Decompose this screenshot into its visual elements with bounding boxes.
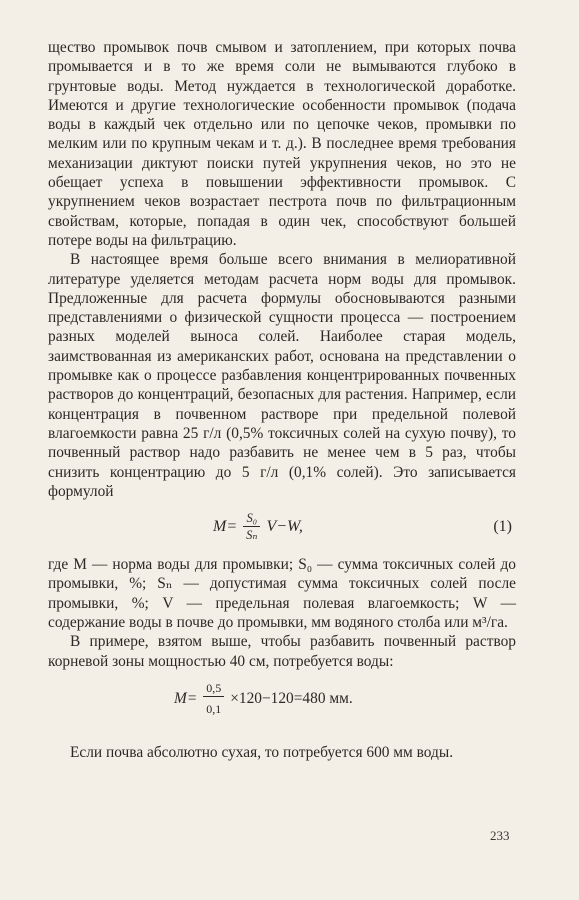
equation-number: (1) xyxy=(493,518,512,536)
formula-fraction xyxy=(243,511,260,542)
paragraph-1: щество промывок почв смывом и затоплением, при которых почва промывается и в то же время соли не вымываются глубоко в грунтовые воды. Метод нуждается в технологической доработке. Имеются и другие технологические особенности промывок (подача воды в каждый чек отдельно или по цепочке чеков, промывки по мелким или по крупным чекам и т. д.). В последнее время требования механизации диктуют поиски путей укрупнения чеков, но это не обещает успеха в повышении эффективности промывок. С укрупнением чеков возрастает пестрота почв по фильтрационным свойствам, которые, попадая в один чек, способствуют большей потере воды на фильтрацию. xyxy=(48,39,516,249)
example-calculation xyxy=(48,675,516,721)
example-lhs: M= xyxy=(174,689,198,707)
example-numerator: 0,5 xyxy=(203,681,224,697)
formula-lhs: M= xyxy=(213,517,238,535)
paragraph-5: Если почва абсолютно сухая, то потребуется 600 мм воды. xyxy=(70,743,454,761)
formula-1 xyxy=(48,503,516,551)
formula-denominator: Sₙ xyxy=(246,528,258,543)
example-rhs: ×120−120=480 мм. xyxy=(230,689,353,707)
text-block xyxy=(48,38,516,762)
example-denominator: 0,1 xyxy=(206,701,222,716)
page-number: 233 xyxy=(490,828,510,843)
example-fraction xyxy=(203,681,224,716)
paragraph-2: В настоящее время больше всего внимания в мелиоративной литературе уделяется методам расчета норм воды для промывок. Предложенные для расчета формулы обосновываются разными представлениями о физической сущности процесса — построением разных моделей выноса солей. Наиболее старая модель, заимствованная из американских работ, основана на представлении о промывке как о процессе разбавления концентрированных почвенных растворов до концентраций, безопасных для растения. Например, если концентрация в почвенном растворе при предельной полевой влагоемкости равна 25 г/л (0,5% токсичных солей на сухую почву), то почвенный раствор надо разбавить не менее чем в 5 раз, чтобы снизить концентрацию до 5 г/л (0,1% солей). Это записывается формулой xyxy=(48,251,516,500)
formula-numerator: S₀ xyxy=(243,511,260,527)
paragraph-4: В примере, взятом выше, чтобы разбавить почвенный раствор корневой зоны мощностью 40 см, потребуется воды: xyxy=(48,633,516,670)
paragraph-3: где M — норма воды для промывки; S₀ — сумма токсичных солей до промывки, %; Sₙ — допустимая сумма токсичных солей после промывки, %; V — предельная полевая влагоемкость; W — содержание воды в почве до промывки, мм водяного столба или м³/га. xyxy=(48,556,516,632)
formula-rhs: V−W, xyxy=(266,517,303,535)
